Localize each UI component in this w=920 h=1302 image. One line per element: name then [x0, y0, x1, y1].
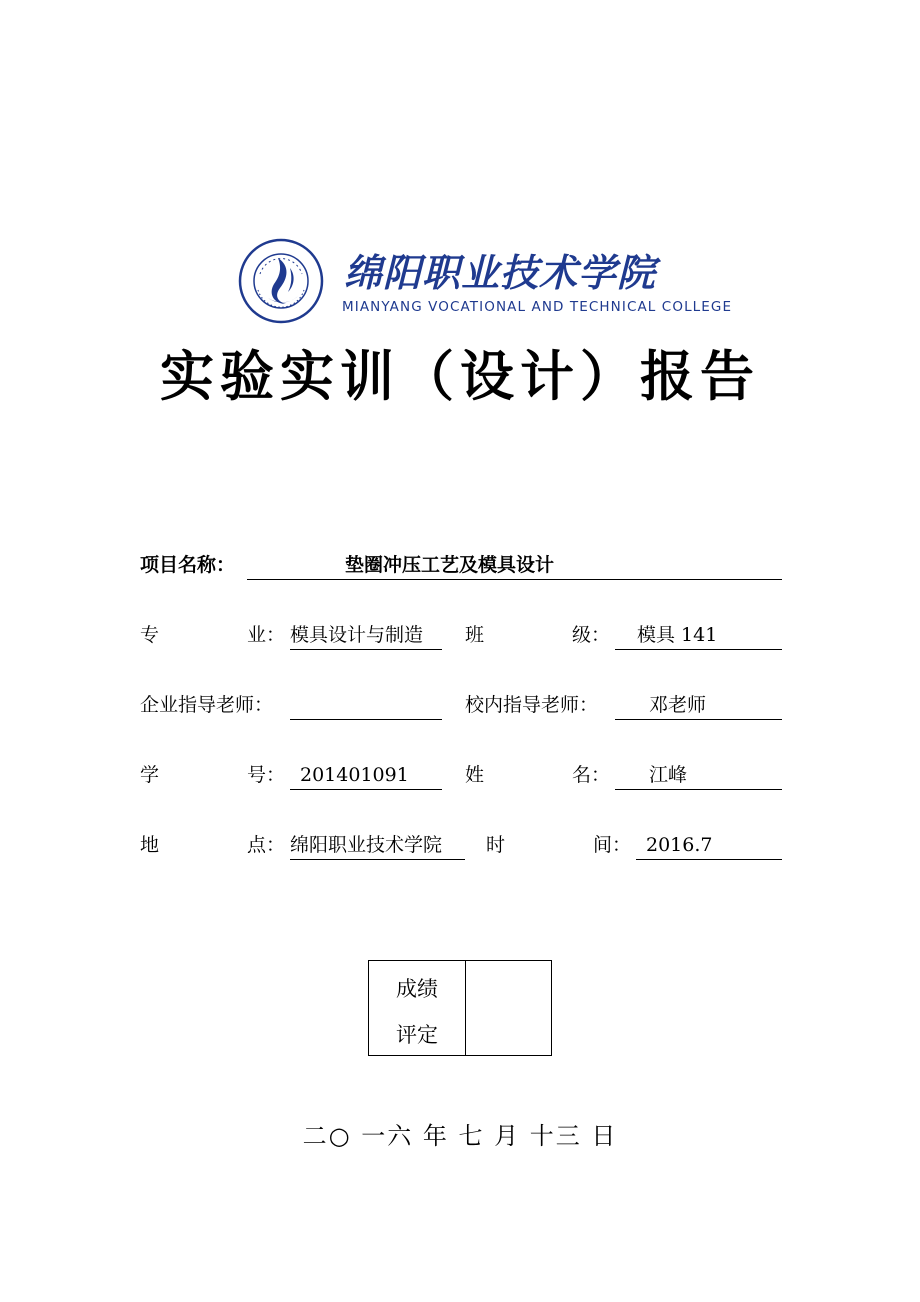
- grade-label-line1: 成绩: [396, 977, 438, 1001]
- student-id-label-b: 号：: [247, 764, 286, 786]
- project-value: 垫圈冲压工艺及模具设计: [345, 554, 555, 576]
- name-value: 江峰: [649, 764, 688, 786]
- time-field[interactable]: [636, 830, 782, 860]
- time-label-b: 间：: [593, 834, 632, 856]
- row-location-time: [140, 830, 782, 860]
- row-project: [140, 550, 782, 580]
- location-field[interactable]: [290, 830, 465, 860]
- student-id-value: 201401091: [300, 764, 409, 786]
- location-value: 绵阳职业技术学院: [290, 834, 443, 856]
- school-teacher-field[interactable]: [615, 690, 782, 720]
- row-id-name: [140, 760, 782, 790]
- student-id-label-a: 学: [140, 764, 160, 786]
- class-field[interactable]: [615, 620, 782, 650]
- location-label-b: 点：: [247, 834, 286, 856]
- time-value: 2016.7: [646, 834, 713, 856]
- grade-table: [368, 960, 552, 1056]
- report-date: 二○ 一六 年 七 月 十三 日: [302, 1122, 618, 1150]
- name-field[interactable]: [615, 760, 782, 790]
- name-label-a: 姓: [465, 764, 485, 786]
- name-label-b: 名：: [572, 764, 611, 786]
- logo-chinese-name: 绵阳职业技术学院: [344, 250, 657, 295]
- grade-value-cell[interactable]: [466, 961, 551, 1055]
- row-major-class: [140, 620, 782, 650]
- major-label-a: 专: [140, 624, 160, 646]
- school-teacher-label: 校内指导老师：: [465, 694, 599, 716]
- project-field[interactable]: [247, 550, 782, 580]
- college-emblem-icon: [238, 238, 324, 324]
- school-teacher-value: 邓老师: [649, 694, 707, 716]
- major-value: 模具设计与制造: [290, 624, 424, 646]
- time-label-a: 时: [486, 834, 506, 856]
- report-title: 实验实训（设计）报告: [160, 344, 760, 408]
- college-logo: [238, 238, 733, 324]
- logo-english-name: MIANYANG VOCATIONAL AND TECHNICAL COLLEGE: [342, 299, 733, 315]
- enterprise-teacher-field[interactable]: [290, 690, 442, 720]
- grade-label-line2: 评定: [396, 1023, 438, 1047]
- enterprise-teacher-label: 企业指导老师：: [140, 694, 274, 716]
- major-label-b: 业：: [247, 624, 286, 646]
- student-id-field[interactable]: [290, 760, 442, 790]
- location-label-a: 地: [140, 834, 160, 856]
- row-teachers: [140, 690, 782, 720]
- class-label-b: 级：: [572, 624, 611, 646]
- class-value: 模具 141: [637, 624, 718, 646]
- project-label: 项目名称：: [140, 554, 236, 576]
- major-field[interactable]: [290, 620, 442, 650]
- class-label-a: 班: [465, 624, 485, 646]
